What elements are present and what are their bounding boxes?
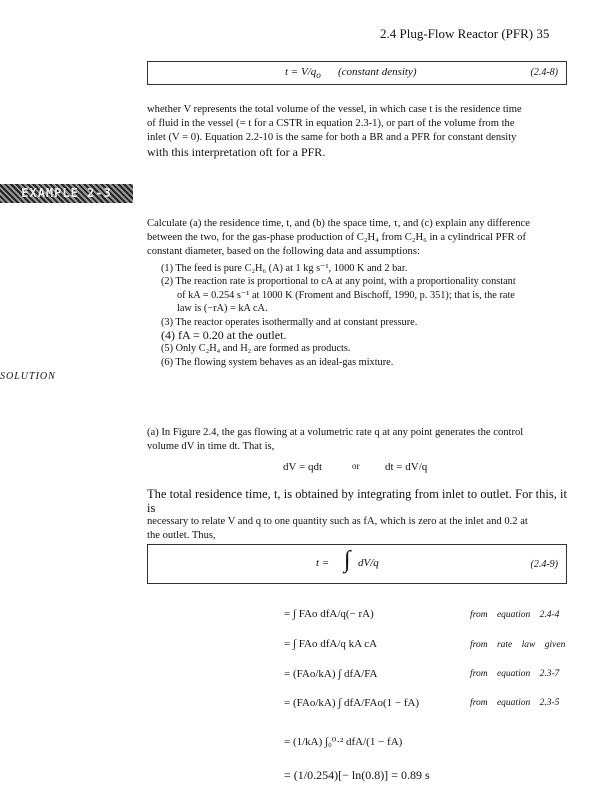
list-item: (2) The reaction rate is proportional to cA at any point, with a proportionality constant <box>161 276 516 288</box>
list-item: (5) Only C₂H₄ and H₂ are formed as products. <box>161 343 351 355</box>
text-line: of fluid in the vessel (= t for a CSTR in equation 2.3-1), or part of the volume from the <box>147 118 515 129</box>
derivation-source: from equation 2.3-5 <box>470 698 560 708</box>
solution-paragraph <box>147 426 567 454</box>
solution-label: SOLUTION <box>0 371 56 382</box>
text-line: the outlet. Thus, <box>147 530 216 541</box>
equation-or: or <box>352 461 360 471</box>
derivation-step: = (FAo/kA) ∫ dfA/FAo(1 − fA) <box>284 697 420 709</box>
equation-box-2-4-8 <box>147 61 567 85</box>
running-head: 2.4 Plug-Flow Reactor (PFR) 35 <box>380 26 550 41</box>
text-line: with this interpretation oft for a PFR. <box>147 145 326 159</box>
equation-box-2-4-9 <box>147 544 567 584</box>
list-item: of kA = 0.254 s⁻¹ at 1000 K (Froment and Bischoff, 1990, p. 351); that is, the rate <box>177 289 515 301</box>
equation-rhs: dV/q <box>358 557 379 569</box>
derivation-source: from equation 2.4-4 <box>470 610 560 620</box>
text-line: inlet (V = 0). Equation 2.2-10 is the same for both a BR and a PFR for constant density <box>147 132 517 143</box>
equation-dt: dt = dV/q <box>385 461 428 473</box>
text-line: necessary to relate V and q to one quantity such as fA, which is zero at the inlet and 0.2 at <box>147 516 528 527</box>
derivation-source: from rate law given <box>470 640 566 650</box>
derivation-step: = (FAo/kA) ∫ dfA/FA <box>284 668 378 680</box>
text-line: between the two, for the gas-phase production of C₂H₄ from C₂H₆ in a cylindrical PFR of <box>147 232 527 243</box>
derivation-result: = (1/0.254)[− ln(0.8)] = 0.89 s <box>284 768 430 782</box>
example-badge: EXAMPLE 2-3 <box>0 184 133 203</box>
example-statement <box>147 217 567 259</box>
text-line: whether V represents the total volume of the vessel, in which case t is the residence time <box>147 104 522 115</box>
equation-note: (constant density) <box>338 66 417 78</box>
list-item: law is (−rA) = kA cA. <box>177 303 268 315</box>
assumptions-list <box>161 262 567 369</box>
equation-number: (2.4-8) <box>530 67 558 78</box>
list-item: (1) The feed is pure C₂H₆ (A) at 1 kg s⁻¹, 1000 K and 2 bar. <box>161 263 408 274</box>
text-line: The total residence time, t, is obtained by integrating from inlet to outlet. For this, it is <box>147 487 567 515</box>
equation-lhs: t = <box>316 557 330 569</box>
derivation-step: = ∫ FAo dfA/q(− rA) <box>284 608 374 620</box>
derivation-step: = ∫ FAo dfA/q kA cA <box>284 638 378 650</box>
list-item: (3) The reactor operates isothermally and at constant pressure. <box>161 316 418 328</box>
equation-number: (2.4-9) <box>530 559 558 570</box>
derivation-source: from equation 2.3-7 <box>470 669 560 679</box>
derivation-step: = (1/kA) ∫₀⁰·² dfA/(1 − fA) <box>284 736 403 748</box>
text-line: (a) In Figure 2.4, the gas flowing at a volumetric rate q at any point generates the control <box>147 427 524 438</box>
list-item: (6) The flowing system behaves as an ideal-gas mixture. <box>161 356 394 368</box>
text-line: constant diameter, based on the following data and assumptions: <box>147 246 420 257</box>
solution-paragraph-2 <box>147 487 567 543</box>
integral-sign: ∫ <box>344 547 351 573</box>
equation-expr: $t = V/q_o$ <box>285 66 321 81</box>
list-item: (4) fA = 0.20 at the outlet. <box>161 328 287 343</box>
text-line: volume dV in time dt. That is, <box>147 441 275 452</box>
equation-dv: dV = qdt <box>283 461 323 473</box>
text-line: Calculate (a) the residence time, t, and (b) the space time, τ, and (c) explain any difference <box>147 218 530 229</box>
paragraph-residence-time <box>147 103 567 159</box>
